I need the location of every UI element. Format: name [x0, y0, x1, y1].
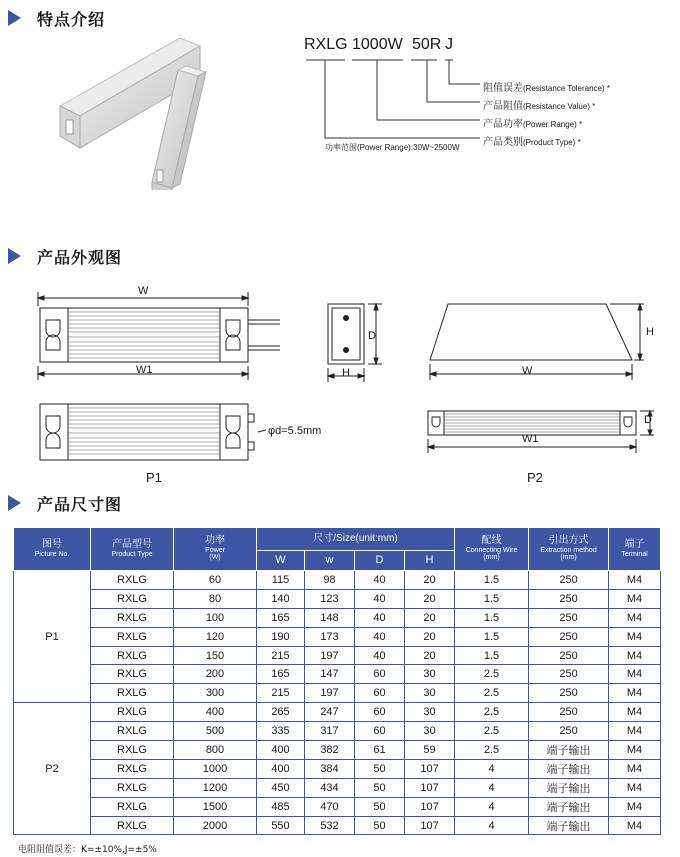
table-cell: M4 — [609, 703, 661, 722]
table-cell: 400 — [257, 759, 305, 778]
table-cell: 123 — [305, 589, 355, 608]
table-cell: 250 — [529, 665, 609, 684]
table-cell: 250 — [529, 627, 609, 646]
spec-table — [13, 527, 661, 835]
tolerance-footnote: 电阻阻值误差：K=±10%,J=±5% — [18, 845, 157, 855]
triangle-bullet-icon — [8, 248, 21, 264]
caption-p1: P1 — [146, 470, 162, 485]
header-extraction: 引出方式 Extraction method (mm) — [529, 528, 609, 571]
table-cell: 50 — [355, 816, 405, 835]
triangle-bullet-icon — [8, 10, 21, 26]
table-cell: 30 — [405, 703, 455, 722]
drawing-p1-top — [36, 290, 286, 380]
table-cell: 4 — [455, 759, 529, 778]
table-cell: 173 — [305, 627, 355, 646]
table-cell: 30 — [405, 665, 455, 684]
table-cell: 382 — [305, 741, 355, 760]
table-cell: 165 — [257, 665, 305, 684]
table-cell: M4 — [609, 665, 661, 684]
table-cell: 250 — [529, 703, 609, 722]
table-cell: 59 — [405, 741, 455, 760]
table-cell: 500 — [174, 722, 257, 741]
picture-no-cell: P1 — [14, 571, 91, 703]
table-cell: RXLG — [91, 797, 174, 816]
table-cell: 40 — [355, 608, 405, 627]
table-row — [14, 589, 661, 608]
table-cell: RXLG — [91, 589, 174, 608]
table-cell: 20 — [405, 627, 455, 646]
table-row — [14, 797, 661, 816]
label-value: 产品阻值(Resistance Value) * — [483, 101, 596, 112]
table-cell: 384 — [305, 759, 355, 778]
table-cell: 2.5 — [455, 665, 529, 684]
table-cell: 250 — [529, 589, 609, 608]
table-cell: 20 — [405, 646, 455, 665]
power-range-note: 功率范围(Power Range):30W~2500W — [325, 143, 460, 152]
table-row — [14, 608, 661, 627]
table-cell: 1.5 — [455, 627, 529, 646]
table-cell: 40 — [355, 589, 405, 608]
table-row — [14, 627, 661, 646]
table-cell: 215 — [257, 646, 305, 665]
code-value: 50R — [412, 36, 442, 53]
table-cell: 1500 — [174, 797, 257, 816]
table-cell: 550 — [257, 816, 305, 835]
table-cell: 2.5 — [455, 703, 529, 722]
header-size: 尺寸/Size(unit:mm) — [257, 528, 455, 551]
table-cell: 2.5 — [455, 684, 529, 703]
table-cell: M4 — [609, 722, 661, 741]
drawing-p2-side — [420, 298, 660, 384]
table-row — [14, 665, 661, 684]
table-row — [14, 778, 661, 797]
table-cell: 147 — [305, 665, 355, 684]
code-power: 1000W — [352, 36, 403, 53]
table-cell: RXLG — [91, 741, 174, 760]
table-cell: 20 — [405, 589, 455, 608]
table-cell: 107 — [405, 797, 455, 816]
header-h: H — [405, 551, 455, 571]
table-cell: 400 — [174, 703, 257, 722]
table-cell: 250 — [529, 722, 609, 741]
dim-w-p1: W — [138, 285, 149, 297]
table-row — [14, 816, 661, 835]
table-row — [14, 571, 661, 590]
table-cell: 1.5 — [455, 571, 529, 590]
table-cell: M4 — [609, 816, 661, 835]
table-cell: 250 — [529, 684, 609, 703]
header-d: D — [355, 551, 405, 571]
table-cell: 40 — [355, 627, 405, 646]
drawing-p2 — [420, 405, 660, 457]
table-cell: 40 — [355, 646, 405, 665]
table-row — [14, 741, 661, 760]
table-cell: 60 — [174, 571, 257, 590]
table-cell: 215 — [257, 684, 305, 703]
table-cell: M4 — [609, 627, 661, 646]
table-cell: 200 — [174, 665, 257, 684]
table-cell: 140 — [257, 589, 305, 608]
table-row — [14, 684, 661, 703]
table-cell: 4 — [455, 778, 529, 797]
caption-p2: P2 — [527, 470, 543, 485]
spec-table-body — [14, 571, 661, 835]
triangle-bullet-icon — [8, 495, 21, 511]
section-title: 产品外观图 — [37, 247, 123, 267]
table-cell: 247 — [305, 703, 355, 722]
section-header-features — [8, 8, 105, 28]
table-row — [14, 646, 661, 665]
table-cell: 1200 — [174, 778, 257, 797]
table-cell: 60 — [355, 722, 405, 741]
table-cell: 98 — [305, 571, 355, 590]
section-header-dimensions — [8, 493, 122, 513]
table-cell: RXLG — [91, 608, 174, 627]
dim-h-p1: H — [342, 367, 350, 379]
drawing-p1 — [36, 400, 266, 470]
dim-w1-p2: W1 — [522, 433, 539, 445]
table-cell: 115 — [257, 571, 305, 590]
table-cell: 50 — [355, 797, 405, 816]
table-cell: 532 — [305, 816, 355, 835]
table-cell: 80 — [174, 589, 257, 608]
table-cell: M4 — [609, 589, 661, 608]
dim-d-p1: D — [368, 330, 376, 342]
product-photo — [48, 30, 218, 190]
header-picture: 图号 Picture No. — [14, 528, 91, 571]
table-cell: 1.5 — [455, 589, 529, 608]
table-row — [14, 759, 661, 778]
code-tolerance: J — [445, 36, 453, 53]
table-cell: 端子输出 — [529, 797, 609, 816]
table-cell: 335 — [257, 722, 305, 741]
table-cell: M4 — [609, 741, 661, 760]
table-cell: 190 — [257, 627, 305, 646]
table-cell: 250 — [529, 571, 609, 590]
label-power: 产品功率(Power Range) * — [483, 119, 583, 130]
header-w-upper: W — [257, 551, 305, 571]
table-cell: 197 — [305, 646, 355, 665]
table-row — [14, 722, 661, 741]
table-cell: 107 — [405, 816, 455, 835]
table-cell: 60 — [355, 684, 405, 703]
label-tolerance: 阻值误差(Resistance Tolerance) * — [483, 83, 611, 94]
dim-w1-p1: W1 — [136, 364, 153, 376]
table-cell: 265 — [257, 703, 305, 722]
table-cell: M4 — [609, 797, 661, 816]
code-series: RXLG — [304, 36, 348, 53]
table-cell: 端子输出 — [529, 816, 609, 835]
dim-hole: φd=5.5mm — [268, 425, 322, 437]
table-cell: M4 — [609, 608, 661, 627]
table-cell: RXLG — [91, 778, 174, 797]
table-cell: 197 — [305, 684, 355, 703]
table-cell: 2.5 — [455, 722, 529, 741]
table-cell: RXLG — [91, 722, 174, 741]
header-wire: 配线 Connecting Wire (mm) — [455, 528, 529, 571]
table-cell: 107 — [405, 778, 455, 797]
table-cell: RXLG — [91, 759, 174, 778]
table-cell: 450 — [257, 778, 305, 797]
table-cell: 4 — [455, 816, 529, 835]
header-type: 产品型号 Product Type — [91, 528, 174, 571]
drawing-p1-end — [320, 298, 390, 386]
table-cell: 107 — [405, 759, 455, 778]
table-cell: RXLG — [91, 684, 174, 703]
table-cell: RXLG — [91, 627, 174, 646]
table-cell: 300 — [174, 684, 257, 703]
table-cell: 50 — [355, 759, 405, 778]
table-cell: 120 — [174, 627, 257, 646]
table-cell: 317 — [305, 722, 355, 741]
table-cell: 150 — [174, 646, 257, 665]
section-header-appearance — [8, 246, 122, 266]
table-cell: 800 — [174, 741, 257, 760]
table-cell: 端子输出 — [529, 759, 609, 778]
table-cell: 20 — [405, 571, 455, 590]
dim-w-p2: W — [522, 365, 533, 377]
table-cell: 60 — [355, 703, 405, 722]
table-cell: 1.5 — [455, 646, 529, 665]
table-cell: 端子输出 — [529, 778, 609, 797]
table-cell: 30 — [405, 722, 455, 741]
table-cell: M4 — [609, 759, 661, 778]
table-cell: 4 — [455, 797, 529, 816]
table-cell: M4 — [609, 646, 661, 665]
table-cell: M4 — [609, 778, 661, 797]
table-cell: 40 — [355, 571, 405, 590]
header-terminal: 端子 Terminal — [609, 528, 661, 571]
section-title: 特点介绍 — [37, 9, 106, 29]
picture-no-cell: P2 — [14, 703, 91, 835]
table-cell: 400 — [257, 741, 305, 760]
table-cell: M4 — [609, 571, 661, 590]
table-cell: RXLG — [91, 665, 174, 684]
table-cell: 2.5 — [455, 741, 529, 760]
table-cell: M4 — [609, 684, 661, 703]
table-cell: 61 — [355, 741, 405, 760]
label-type: 产品类别(Product Type) * — [483, 137, 581, 148]
table-cell: 434 — [305, 778, 355, 797]
table-cell: 250 — [529, 608, 609, 627]
table-cell: 60 — [355, 665, 405, 684]
table-cell: RXLG — [91, 571, 174, 590]
table-cell: 2000 — [174, 816, 257, 835]
section-title: 产品尺寸图 — [37, 494, 123, 514]
table-cell: 100 — [174, 608, 257, 627]
table-cell: RXLG — [91, 703, 174, 722]
table-cell: 165 — [257, 608, 305, 627]
table-cell: 470 — [305, 797, 355, 816]
table-cell: 1.5 — [455, 608, 529, 627]
header-power: 功率 Power (W) — [174, 528, 257, 571]
table-cell: 250 — [529, 646, 609, 665]
table-cell: 148 — [305, 608, 355, 627]
dim-h-p2: H — [646, 326, 654, 338]
table-cell: 485 — [257, 797, 305, 816]
table-cell: RXLG — [91, 646, 174, 665]
table-cell: 1000 — [174, 759, 257, 778]
table-cell: 30 — [405, 684, 455, 703]
header-w-lower: w — [305, 551, 355, 571]
table-cell: 20 — [405, 608, 455, 627]
table-cell: RXLG — [91, 816, 174, 835]
table-cell: 端子输出 — [529, 741, 609, 760]
table-row — [14, 703, 661, 722]
dim-d-p2: D — [644, 414, 652, 426]
table-cell: 50 — [355, 778, 405, 797]
